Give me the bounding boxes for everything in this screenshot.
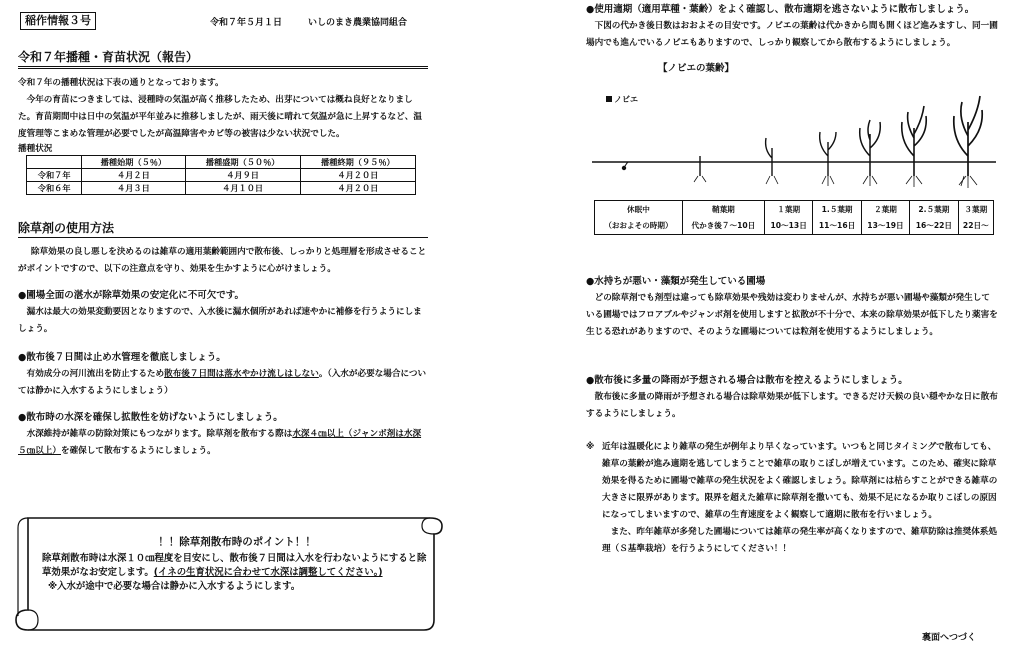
stage-cell: 1.５葉期: [813, 201, 861, 218]
warming-note-2: また、昨年雑草が多発した圃場については雑草の発生率が高くなりますので、雑草防除は推奨体系処理（Ｓ基準栽培）を行うようにしてください！！: [602, 527, 997, 554]
table-row: [27, 169, 416, 182]
table-cell: ４月１０日: [185, 182, 300, 195]
header: [18, 12, 428, 34]
issue-date: 令和７年５月１日: [210, 18, 283, 28]
table-header-row: [27, 156, 416, 169]
section-title-herbicide: 除草剤の使用方法: [18, 219, 428, 238]
herbicide-intro: 除草効果の良し悪しを決めるのは雑草の適用葉齢範囲内で散布後、しっかりと処理層を形成させることがポイントですので、以下の注意点を守り、効果を生かすように心がけましょう。: [18, 247, 427, 274]
stage-cell: ３葉期: [958, 201, 993, 218]
stage-cell: 休眠中: [595, 201, 683, 218]
days-cell: （おおよその時期）: [595, 218, 683, 235]
point-flooding-title: ●圃場全面の湛水が除草効果の安定化に不可欠です。: [18, 290, 245, 301]
tips-text: 除草剤散布時は水深１０㎝程度を目安にし、散布後７日間は入水を行わないようにすると除草効果がなお安定します。(イネの生育状況に合わせて水深は調整してください。): [42, 553, 427, 578]
table-header-cell: 播種終期（９５％）: [300, 156, 415, 169]
point-timing-title: ●使用適期（適用草種・葉齢）をよく確認し、散布適期を逃さないように散布しましょう。: [586, 4, 975, 15]
point-poor-water-text: どの除草剤でも剤型は違っても除草効果や残効は変わりませんが、水持ちが悪い圃場や藻類が発生している圃場ではフロアブルやジャンボ剤を使用しますと拡散が不十分で、本来の除草効果が低下したり薬害を生じる恐れがありますので、そのような圃場については粒剤を使用するようにしましょう。: [586, 293, 998, 337]
figure-legend: ノビエ: [606, 94, 638, 105]
stage-cell: 鞘葉期: [682, 201, 764, 218]
point-water-depth-title: ●散布時の水深を確保し拡散性を妨げないようにしましょう。: [18, 412, 283, 423]
sowing-table: [26, 155, 416, 195]
point-stop-water-title: ●散布後７日間は止め水管理を徹底しましょう。: [18, 352, 226, 363]
leaf-stage-table: [594, 200, 994, 235]
stage-cell: 2.５葉期: [910, 201, 958, 218]
note-text: 近年は温暖化により雑草の発生が例年より早くなっています。いつもと同じタイミングで散布しても、雑草の葉齢が進み適期を逃してしまうことで雑草の取りこぼしが増えています。このため、確実に除草効果を得るために圃場で雑草の発生状況をよく確認しましょう。除草剤には枯らすことができる雑草の大きさに限界があります。限界を超えた雑草に除草剤を撒いても、効果不足になるか取りこぼしの原因になってしまいますので、雑草の生育速度をよく観察して適期に散布を行いましょう。: [602, 442, 998, 520]
point-timing-text: 下図の代かき後日数はおおよその目安です。ノビエの葉齢は代かきから間も開くほど進みますし、同一圃場内でも進んでいるノビエもありますので、しっかり観察してから散布するようにしましょう。: [586, 21, 998, 48]
days-cell: 13〜19日: [861, 218, 909, 235]
table-header-cell: [27, 156, 82, 169]
sowing-table-label: 播種状況: [18, 144, 53, 154]
issue-badge: 稲作情報３号: [20, 12, 96, 30]
point-rain-text: 散布後に多量の降雨が予想される場合は除草効果が低下します。できるだけ天候の良い穏やかな日に散布するようにしましょう。: [586, 392, 998, 419]
note-mark: ※: [586, 442, 595, 452]
table-cell: ４月２日: [82, 169, 185, 182]
sowing-body: 今年の育苗につきましては、浸種時の気温が高く推移したため、出芽については概ね良好となりました。育苗期間中は日中の気温が平年並みに推移しましたが、雨天後に晴れて気温が急に上昇するなど、温度管理等こまめな管理が必要でしたが高温障害やカビ等の被害は少ない状況でした。: [18, 95, 422, 139]
leaf-stage-illustration: [586, 76, 998, 200]
section-title-sowing: 令和７年播種・育苗状況（報告）: [18, 48, 428, 69]
days-cell: 22日〜: [958, 218, 993, 235]
point-poor-water-title: ●水持ちが悪い・藻類が発生している圃場: [586, 276, 766, 287]
tips-title: ！！除草剤散布時のポイント！！: [158, 536, 316, 548]
days-cell: 11〜16日: [813, 218, 861, 235]
point-flooding-text: 漏水は最大の効果変動要因となりますので、入水後に漏水個所があれば速やかに補修を行うようにしましょう。: [18, 307, 422, 334]
tips-scroll-banner: [14, 512, 444, 636]
days-cell: 代かき後７〜10日: [682, 218, 764, 235]
organization-name: いしのまき農業協同組合: [308, 18, 408, 28]
table-cell: ４月３日: [82, 182, 185, 195]
barnyard-grass-figure: [586, 76, 998, 246]
table-header-cell: 播種始期（５％）: [82, 156, 185, 169]
days-cell: 16〜22日: [910, 218, 958, 235]
point-stop-water-text: 有効成分の河川流出を防止するため散布後７日間は落水やかけ流しはしない。（入水が必要な場合については静かに入水するようにしましょう）: [18, 369, 427, 396]
left-column: [18, 12, 428, 460]
point-water-depth-text: 水深維持が雑草の防除対策にもつながります。除草剤を散布する際は水深４㎝以上（ジャンボ剤は水深５㎝以上）を確保して散布するようにしましょう。: [18, 429, 422, 456]
stage-cell: １葉期: [764, 201, 812, 218]
tips-note: ※入水が途中で必要な場合は静かに入水するようにします。: [48, 581, 301, 592]
point-rain-title: ●散布後に多量の降雨が予想される場合は散布を控えるようにしましょう。: [586, 375, 908, 386]
table-cell: ４月９日: [185, 169, 300, 182]
stage-row: [595, 201, 994, 218]
table-cell: 令和７年: [27, 169, 82, 182]
figure-title: 【ノビエの葉齢】: [658, 63, 735, 74]
sowing-intro: 令和７年の播種状況は下表の通りとなっております。: [18, 78, 224, 88]
right-column: [586, 2, 998, 558]
days-row: [595, 218, 994, 235]
days-cell: 10〜13日: [764, 218, 812, 235]
table-cell: ４月２０日: [300, 182, 415, 195]
warming-note: [586, 439, 998, 524]
table-cell: 令和６年: [27, 182, 82, 195]
table-cell: ４月２０日: [300, 169, 415, 182]
table-header-cell: 播種盛期（５０％）: [185, 156, 300, 169]
stage-cell: ２葉期: [861, 201, 909, 218]
table-row: [27, 182, 416, 195]
continued-overleaf: 裏面へつづく: [922, 633, 977, 643]
